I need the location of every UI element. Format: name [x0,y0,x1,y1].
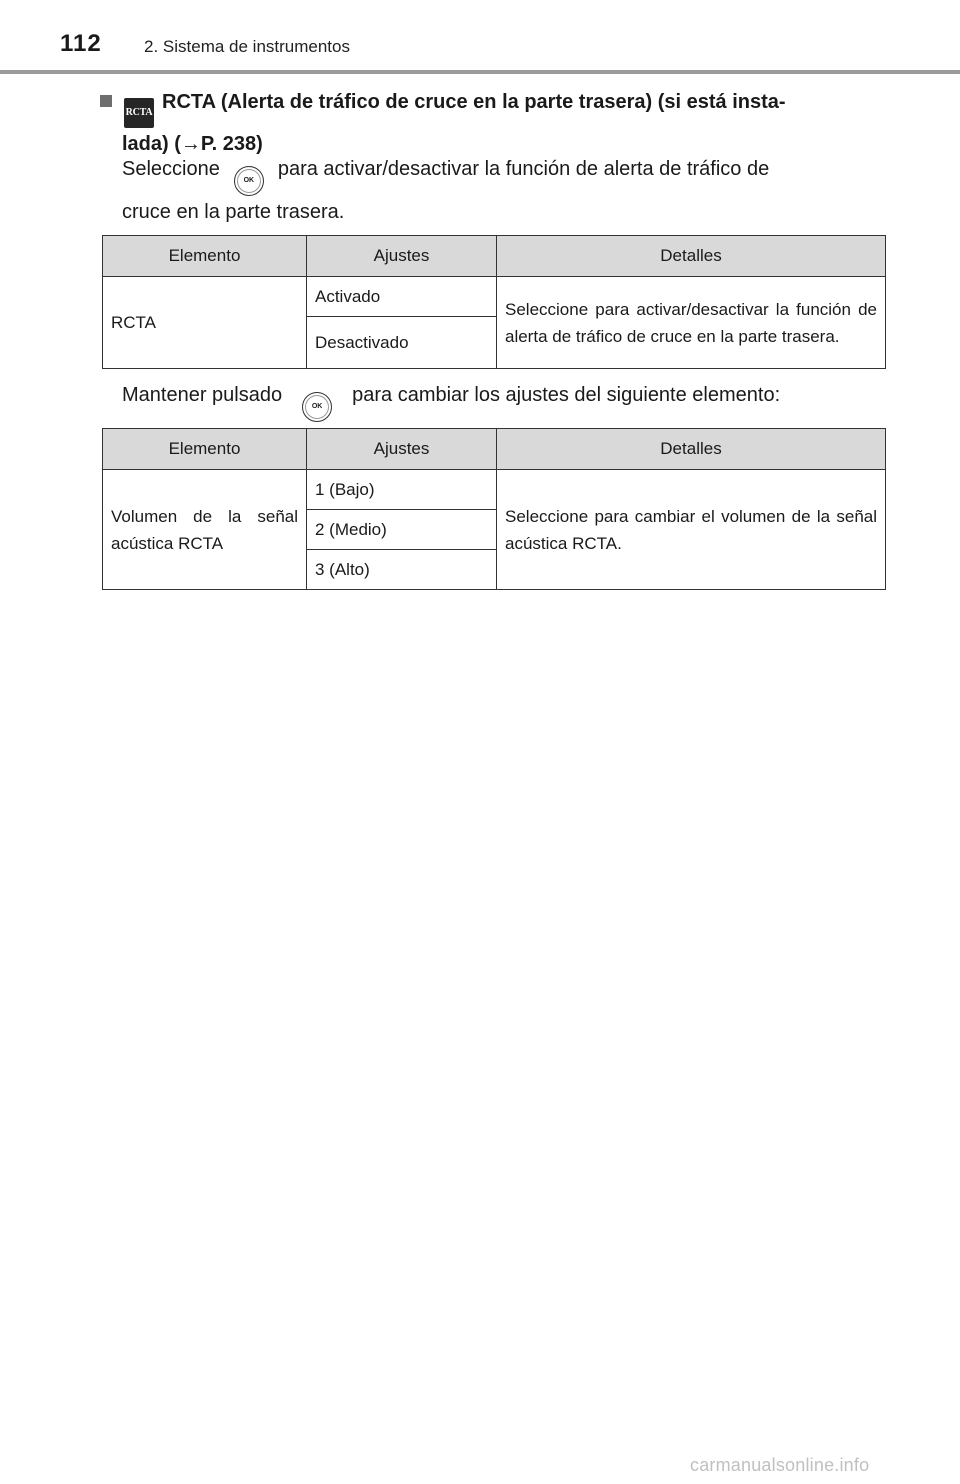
cell-elemento: RCTA [103,277,307,369]
page-header [0,0,960,76]
watermark: carmanualsonline.info [690,1455,870,1475]
paragraph-hold-before: Mantener pulsado [122,384,283,406]
paragraph-select [122,153,892,229]
heading-line-1: RCTA (Alerta de tráfico de cruce en la parte trasera) (si está insta- [162,91,786,113]
cell-ajuste-activado: Activado [307,277,497,317]
paragraph-hold [122,379,892,422]
table-header-row [103,429,886,470]
page-number: 112 [60,30,102,57]
square-bullet-icon [100,95,112,107]
column-header-elemento: Elemento [103,236,307,277]
table-row [103,470,886,510]
column-header-ajustes: Ajustes [307,236,497,277]
cell-detalles: Seleccione para cambiar el volumen de la señal acústica RCTA. [497,470,886,590]
ok-button-icon: OK [234,166,264,196]
section-title: 2. Sistema de instrumentos [144,37,350,56]
table-row [103,277,886,317]
table-header-row [103,236,886,277]
column-header-detalles: Detalles [497,429,886,470]
cell-detalles: Seleccione para activar/desactivar la función de alerta de tráfico de cruce en la parte trasera. [497,277,886,369]
ok-button-icon: OK [302,392,332,422]
column-header-ajustes: Ajustes [307,429,497,470]
column-header-elemento: Elemento [103,429,307,470]
cell-ajuste-medio: 2 (Medio) [307,510,497,550]
paragraph-select-line-2: cruce en la parte trasera. [122,201,345,223]
paragraph-select-before: Seleccione [122,158,220,180]
cell-ajuste-desactivado: Desactivado [307,317,497,369]
rcta-volume-table [102,428,886,590]
header-divider [0,70,960,74]
rcta-settings-table [102,235,886,369]
column-header-detalles: Detalles [497,236,886,277]
heading-line-2: lada) (→P. 238) [122,133,263,155]
cell-ajuste-bajo: 1 (Bajo) [307,470,497,510]
cell-elemento: Volumen de la señal acústica RCTA [103,470,307,590]
cell-ajuste-alto: 3 (Alto) [307,550,497,590]
rcta-icon: RCTA [124,98,154,128]
paragraph-hold-after: para cambiar los ajustes del siguiente elemento: [352,384,781,406]
paragraph-select-after: para activar/desactivar la función de alerta de tráfico de [277,158,770,180]
rcta-heading [100,86,890,161]
